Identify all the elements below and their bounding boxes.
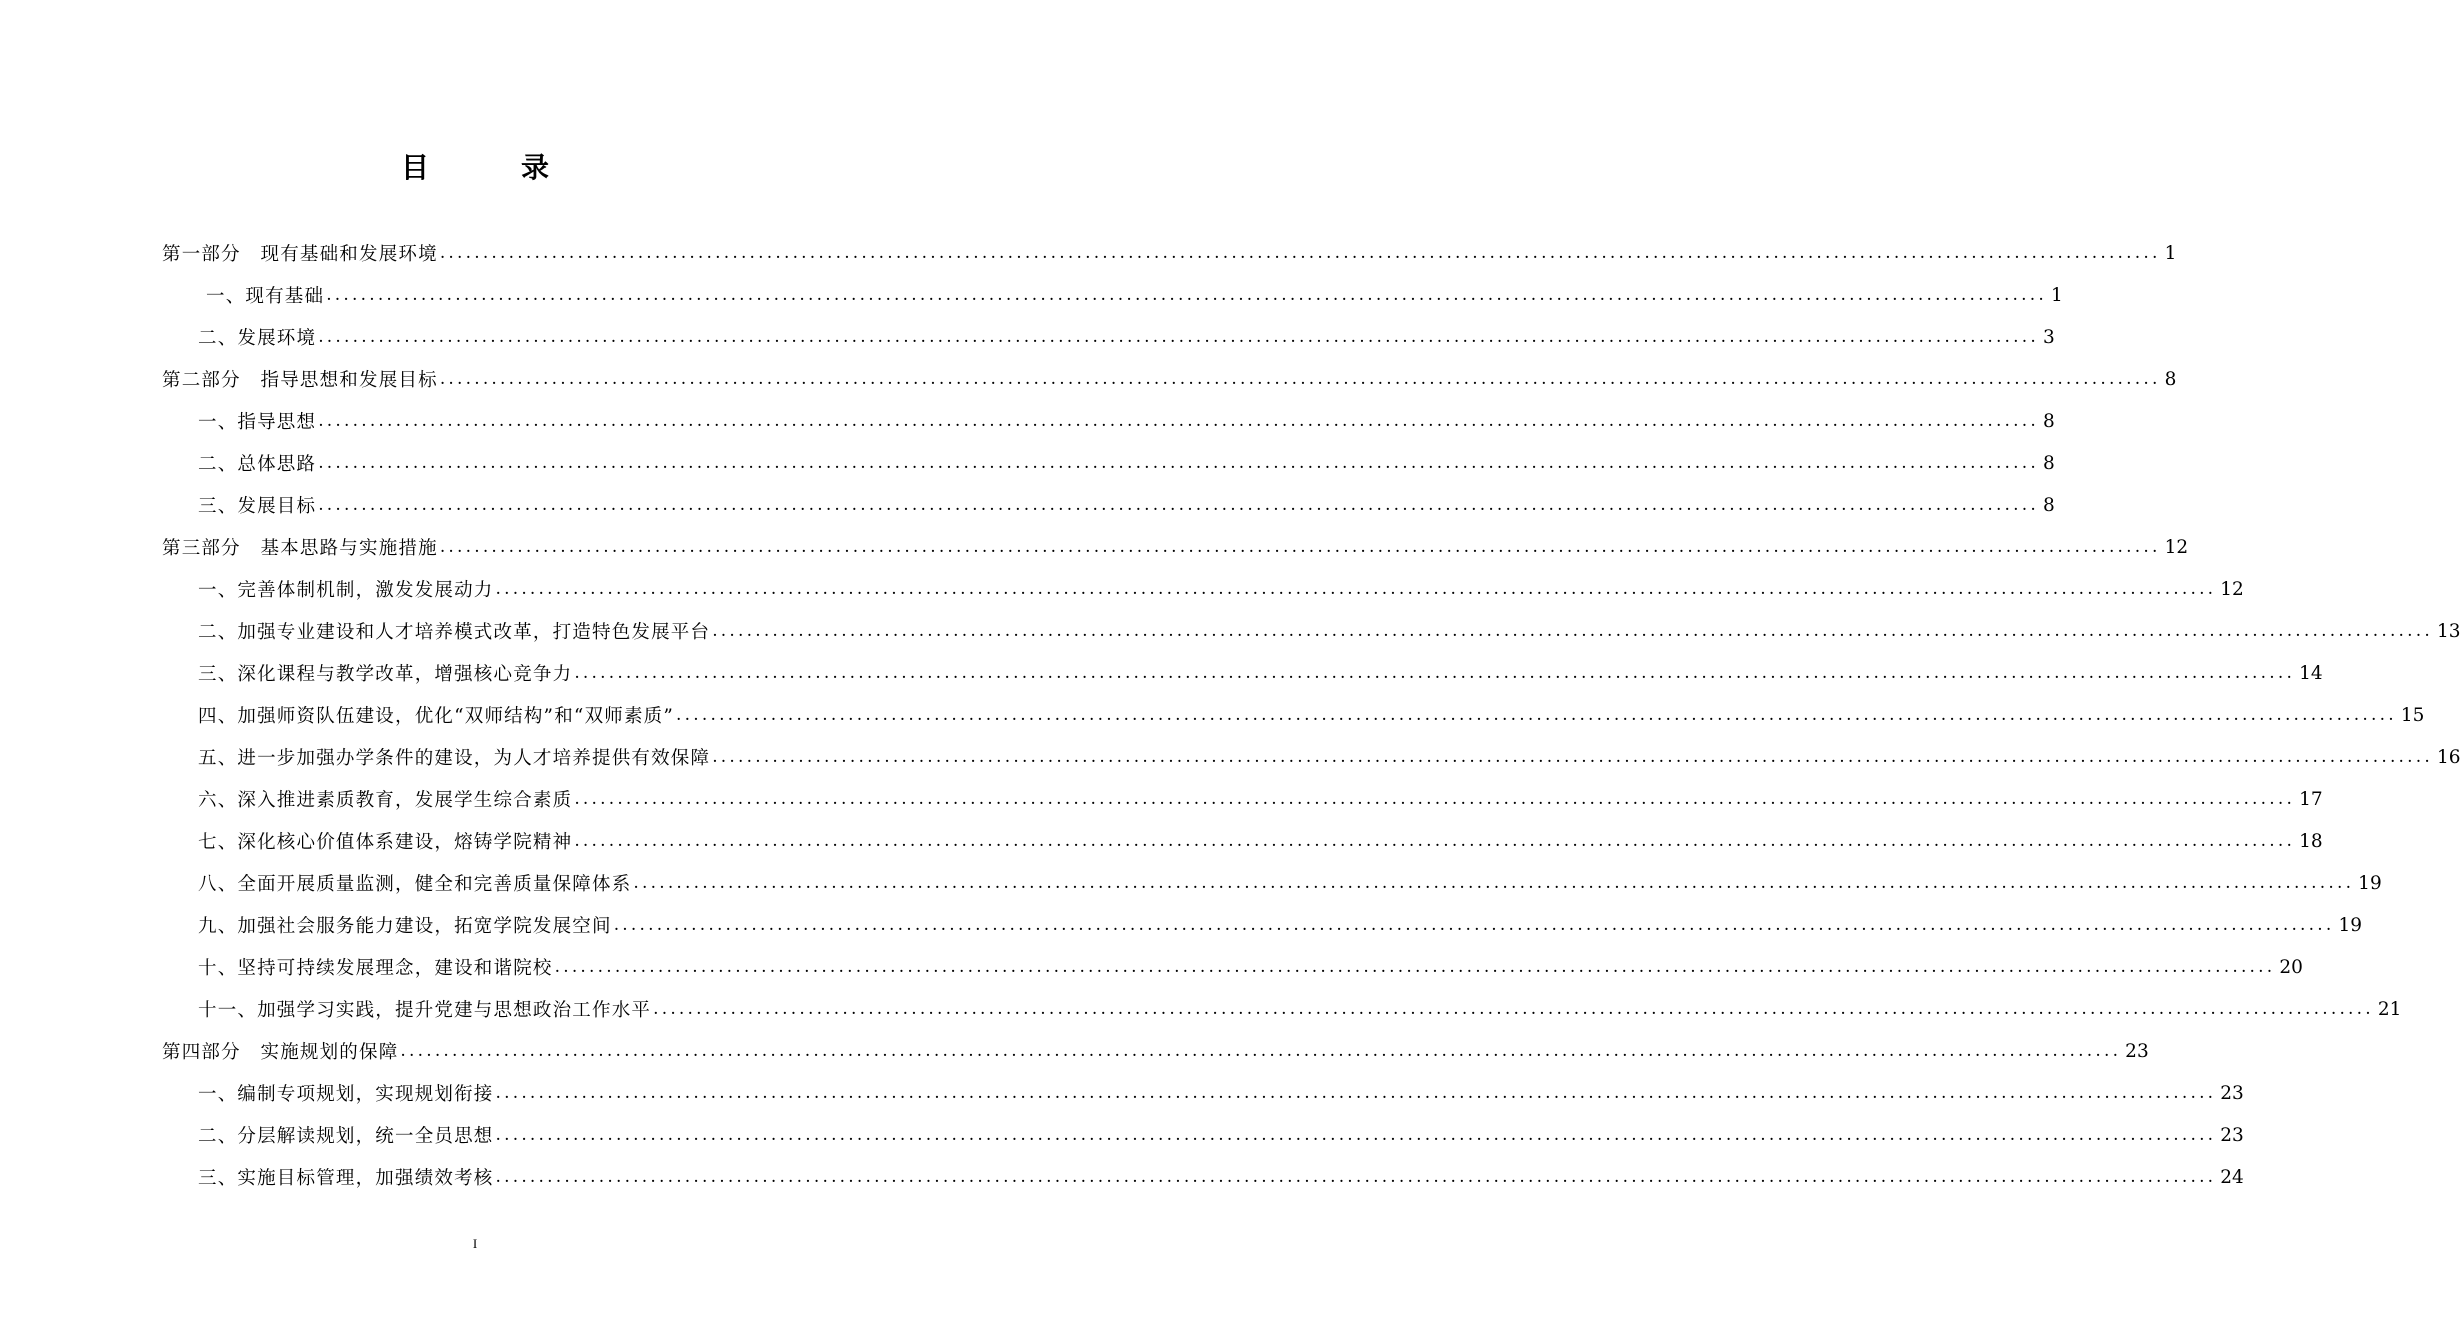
toc-section-entry[interactable] [162,988,2402,1030]
toc-entry-page: 12 [2164,536,2189,558]
toc-section-entry[interactable] [162,442,2055,484]
toc-leader-dots: ........................................................................................................................................................................................................ [439,369,2161,389]
toc-entry-page: 23 [2220,1124,2244,1146]
toc-leader-dots: ........................................................................................................................................................................................................ [495,1167,2217,1187]
toc-entry-page: 19 [2338,914,2363,936]
toc-entry-page: 21 [2377,998,2402,1020]
table-of-contents [162,232,2461,1198]
toc-leader-dots: ........................................................................................................................................................................................................ [495,579,2217,599]
toc-leader-dots: ........................................................................................................................................................................................................ [318,453,2039,473]
toc-section-entry[interactable] [162,904,2363,946]
toc-entry-page: 23 [2125,1040,2149,1062]
toc-entry-label: 一、指导思想 [198,412,317,433]
toc-leader-dots: ........................................................................................................................................................................................................ [613,915,2335,935]
toc-section-entry[interactable] [162,610,2461,652]
toc-entry-label: 三、实施目标管理，加强绩效考核 [198,1168,494,1189]
toc-entry-label: 七、深化核心价值体系建设，熔铸学院精神 [198,832,573,853]
toc-entry-label: 五、进一步加强办学条件的建设，为人才培养提供有效保障 [198,748,711,769]
toc-entry-page: 12 [2220,578,2244,600]
toc-entry-label: 六、深入推进素质教育，发展学生综合素质 [198,790,573,811]
toc-entry-page: 14 [2299,662,2323,684]
toc-section-entry[interactable] [162,652,2323,694]
toc-leader-dots: ........................................................................................................................................................................................................ [712,621,2433,641]
toc-entry-page: 15 [2400,704,2425,726]
toc-entry-label: 十一、加强学习实践，提升党建与思想政治工作水平 [198,1000,652,1021]
toc-entry-label: 三、深化课程与教学改革，增强核心竞争力 [198,664,573,685]
toc-leader-dots: ........................................................................................................................................................................................................ [400,1041,2122,1061]
toc-section-entry[interactable] [162,1072,2244,1114]
toc-entry-page: 8 [2042,410,2055,432]
toc-entry-page: 20 [2279,956,2303,978]
toc-entry-page: 16 [2436,746,2461,768]
toc-entry-label: 四、加强师资队伍建设，优化“双师结构”和“双师素质” [198,706,675,727]
toc-entry-page: 8 [2164,368,2177,390]
toc-section-entry[interactable] [162,820,2323,862]
toc-leader-dots: ........................................................................................................................................................................................................ [318,495,2039,515]
toc-entry-label: 一、现有基础 [206,286,325,307]
toc-section-entry[interactable] [162,1156,2244,1198]
toc-entry-page: 13 [2436,620,2461,642]
toc-part-entry[interactable] [162,358,2177,400]
toc-entry-page: 3 [2042,326,2055,348]
toc-section-entry[interactable] [162,400,2055,442]
toc-leader-dots: ........................................................................................................................................................................................................ [574,831,2296,851]
toc-section-entry[interactable] [162,946,2303,988]
toc-leader-dots: ........................................................................................................................................................................................................ [326,285,2047,305]
toc-entry-page: 8 [2042,494,2055,516]
toc-leader-dots: ........................................................................................................................................................................................................ [653,999,2374,1019]
toc-section-entry[interactable] [162,1114,2244,1156]
toc-section-entry[interactable] [162,736,2461,778]
toc-section-entry[interactable] [162,274,2063,316]
toc-entry-page: 19 [2358,872,2382,894]
toc-leader-dots: ........................................................................................................................................................................................................ [574,789,2296,809]
page-title: 目 录 [400,151,581,184]
toc-entry-page: 1 [2050,284,2063,306]
toc-leader-dots: ........................................................................................................................................................................................................ [439,243,2161,263]
toc-leader-dots: ........................................................................................................................................................................................................ [574,663,2296,683]
toc-entry-page: 24 [2220,1166,2244,1188]
toc-entry-label: 十、坚持可持续发展理念，建设和谐院校 [198,958,553,979]
toc-leader-dots: ........................................................................................................................................................................................................ [554,957,2276,977]
toc-entry-label: 二、加强专业建设和人才培养模式改革，打造特色发展平台 [198,622,711,643]
toc-entry-label: 第三部分 基本思路与实施措施 [162,538,438,559]
toc-entry-label: 三、发展目标 [198,496,317,517]
toc-part-entry[interactable] [162,1030,2149,1072]
toc-entry-label: 第一部分 现有基础和发展环境 [162,244,438,265]
toc-section-entry[interactable] [162,316,2055,358]
toc-leader-dots: ........................................................................................................................................................................................................ [318,327,2039,347]
toc-leader-dots: ........................................................................................................................................................................................................ [318,411,2039,431]
toc-section-entry[interactable] [162,862,2382,904]
toc-leader-dots: ........................................................................................................................................................................................................ [439,537,2161,557]
toc-section-entry[interactable] [162,568,2244,610]
toc-part-entry[interactable] [162,232,2177,274]
toc-entry-label: 二、发展环境 [198,328,317,349]
toc-leader-dots: ........................................................................................................................................................................................................ [712,747,2433,767]
toc-entry-label: 八、全面开展质量监测，健全和完善质量保障体系 [198,874,632,895]
toc-entry-label: 一、完善体制机制，激发发展动力 [198,580,494,601]
toc-entry-label: 二、总体思路 [198,454,317,475]
toc-entry-page: 17 [2299,788,2323,810]
toc-entry-label: 一、编制专项规划，实现规划衔接 [198,1084,494,1105]
toc-entry-page: 23 [2220,1082,2244,1104]
toc-entry-label: 第二部分 指导思想和发展目标 [162,370,438,391]
toc-leader-dots: ........................................................................................................................................................................................................ [495,1083,2217,1103]
toc-leader-dots: ........................................................................................................................................................................................................ [676,705,2397,725]
toc-section-entry[interactable] [162,778,2323,820]
toc-section-entry[interactable] [162,484,2055,526]
toc-leader-dots: ........................................................................................................................................................................................................ [633,873,2355,893]
toc-entry-page: 8 [2042,452,2055,474]
toc-part-entry[interactable] [162,526,2189,568]
toc-section-entry[interactable] [162,694,2425,736]
toc-entry-label: 九、加强社会服务能力建设，拓宽学院发展空间 [198,916,612,937]
toc-leader-dots: ........................................................................................................................................................................................................ [495,1125,2217,1145]
toc-entry-label: 二、分层解读规划，统一全员思想 [198,1126,494,1147]
page-number: I [472,1236,478,1251]
toc-entry-page: 18 [2299,830,2323,852]
toc-entry-label: 第四部分 实施规划的保障 [162,1042,399,1063]
toc-entry-page: 1 [2164,242,2177,264]
